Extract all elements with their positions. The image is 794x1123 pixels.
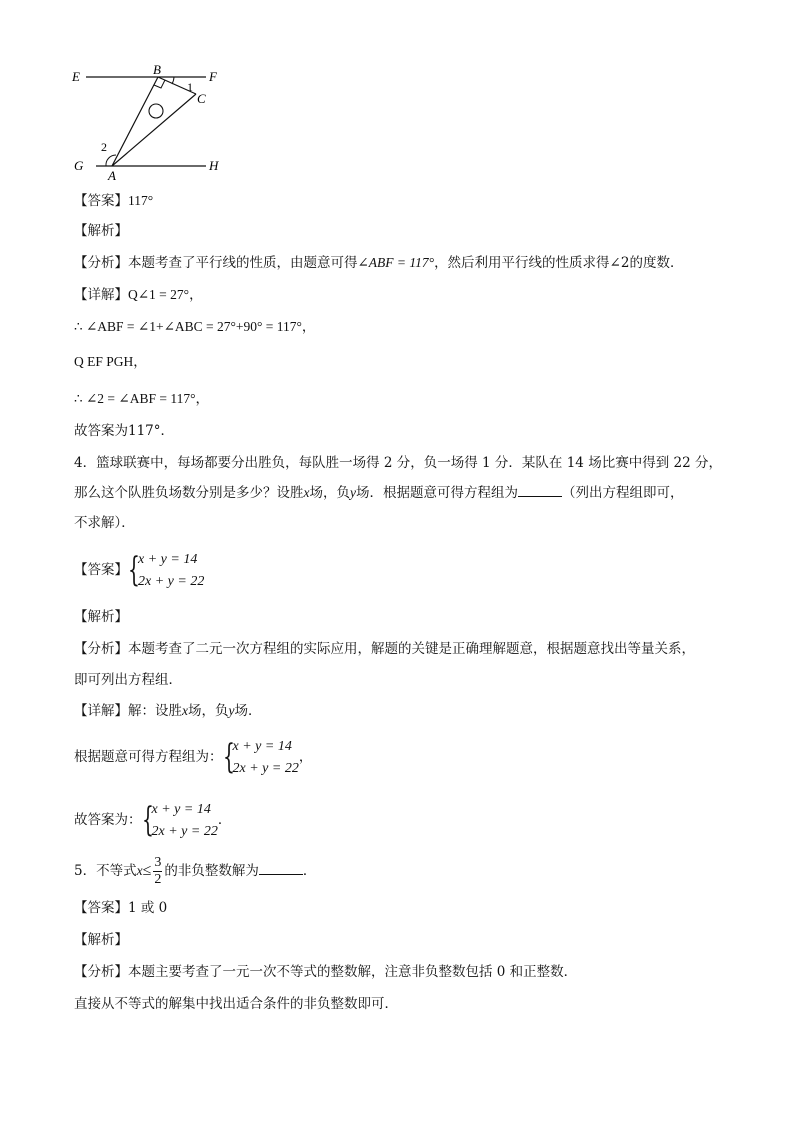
answer-tag: 【答案】 (74, 900, 128, 916)
q3-detail-line-2: ∴ ∠ABF = ∠1+∠ABC = 27°+90° = 117°， (74, 319, 316, 334)
period: ． (217, 812, 232, 828)
label-f: F (209, 69, 217, 84)
label-one: 1 (187, 80, 193, 94)
fraction (153, 855, 162, 888)
equation-2: 2x + y = 22 (151, 823, 218, 839)
q4-detail-1a: 解：设胜 (128, 703, 182, 719)
q3-answer: 117° (128, 193, 154, 208)
comma: ， (298, 749, 313, 765)
label-h: H (209, 158, 219, 173)
fraction-numerator: 3 (154, 855, 162, 870)
equation-system (223, 736, 299, 780)
q4-stem-text-a: 那么这个队胜负场数分别是多少？设胜 (74, 485, 304, 501)
q3-fenxi-text-a: 本题考查了平行线的性质，由题意可得 (128, 255, 358, 271)
segment-ab (112, 77, 158, 166)
var-y: y (228, 703, 235, 718)
circle-hole (149, 104, 163, 118)
q5-analysis-tag: 【解析】 (74, 932, 128, 948)
brace-icon: { (128, 549, 140, 590)
q4-stem-text-c: 场．根据题意可得方程组为 (356, 485, 518, 501)
q4-detail-line-1 (74, 701, 262, 721)
q5-stem-line (74, 853, 316, 889)
q4-answer-line (74, 546, 204, 594)
q3-fenxi-line (74, 253, 683, 273)
brace-icon: { (222, 736, 235, 777)
label-g: G (74, 158, 84, 173)
brace-icon: { (141, 799, 154, 840)
var-x: x (303, 485, 310, 500)
equation-1: x + y = 14 (151, 801, 211, 817)
q3-detail-line-3: Q EF PGH， (74, 354, 147, 369)
q3-fenxi-math: ∠ABF = 117° (357, 255, 435, 270)
q5-fenxi-1: 本题主要考查了一元一次不等式的整数解，注意非负整数包括 0 和正整数． (128, 964, 578, 980)
q4-stem-line-2 (74, 483, 684, 503)
q4-stem-line-1: 4．篮球联赛中，每场都要分出胜负，每队胜一场得 2 分，负一场得 1 分．某队在 14 场比赛中得到 22 分， (74, 455, 722, 471)
detail-tag: 【详解】 (74, 287, 128, 303)
q4-detail-3: 故答案为： (74, 812, 142, 828)
answer-tag: 【答案】 (74, 562, 128, 578)
label-e: E (72, 69, 80, 84)
q4-detail-1b: 场，负 (188, 703, 229, 719)
fenxi-tag: 【分析】 (74, 255, 128, 271)
fenxi-tag: 【分析】 (74, 641, 128, 657)
var-x: x (182, 703, 188, 718)
leq-sign: ≤ (142, 862, 152, 879)
q3-detail-1: Q∠1 = 27°， (128, 287, 203, 302)
answer-blank (259, 862, 303, 875)
q4-detail-1c: 场． (234, 703, 262, 719)
q5-answer-line (74, 898, 167, 918)
label-two: 2 (101, 140, 107, 154)
answer-tag: 【答案】 (74, 193, 128, 209)
q4-stem-text-d: （列出方程组即可， (562, 485, 684, 501)
label-b: B (153, 62, 161, 77)
angle-1-arc (172, 77, 174, 84)
equation-2: 2x + y = 22 (232, 760, 299, 776)
equation-1: x + y = 14 (232, 738, 292, 754)
equation-system (128, 549, 204, 593)
q5-stem-c: ． (302, 863, 317, 879)
fraction-denominator: 2 (154, 872, 162, 887)
q3-analysis-tag: 【解析】 (74, 223, 128, 239)
q4-stem-text-b: 场，负 (309, 485, 350, 501)
q5-stem-a: 5．不等式 (74, 863, 137, 879)
var-y: y (350, 485, 356, 500)
q4-fenxi-line-1 (74, 639, 695, 659)
q5-fenxi-line-2: 直接从不等式的解集中找出适合条件的非负整数即可． (74, 996, 398, 1012)
q5-stem-b: 的非负整数解为 (164, 863, 259, 879)
q4-stem-line-3: 不求解）． (74, 515, 135, 531)
q4-detail-line-3 (74, 796, 231, 844)
q4-fenxi-1: 本题考查了二元一次方程组的实际应用，解题的关键是正确理解题意，根据题意找出等量关系， (128, 641, 695, 657)
q3-answer-line (74, 191, 153, 211)
label-c: C (197, 91, 206, 106)
label-a: A (108, 168, 116, 183)
q3-detail-line-4: ∴ ∠2 = ∠ABF = 117°， (74, 391, 209, 406)
geometry-figure (66, 62, 236, 184)
equation-1: x + y = 14 (138, 551, 198, 567)
answer-blank (518, 484, 562, 497)
q4-fenxi-line-2: 即可列出方程组． (74, 672, 182, 688)
q3-fenxi-text-b: ，然后利用平行线的性质求得∠2的度数． (434, 255, 684, 271)
equation-system (142, 799, 218, 843)
equation-2: 2x + y = 22 (138, 573, 205, 589)
fenxi-tag: 【分析】 (74, 964, 128, 980)
q3-detail-line-1 (74, 285, 203, 305)
q4-detail-2: 根据题意可得方程组为： (74, 749, 223, 765)
q4-analysis-tag: 【解析】 (74, 609, 128, 625)
detail-tag: 【详解】 (74, 703, 128, 719)
q5-answer: 1 或 0 (128, 900, 168, 916)
q3-detail-line-5: 故答案为117°． (74, 423, 175, 439)
q5-fenxi-line-1 (74, 962, 577, 982)
q4-detail-line-2 (74, 733, 312, 781)
var-x: x (136, 863, 143, 878)
